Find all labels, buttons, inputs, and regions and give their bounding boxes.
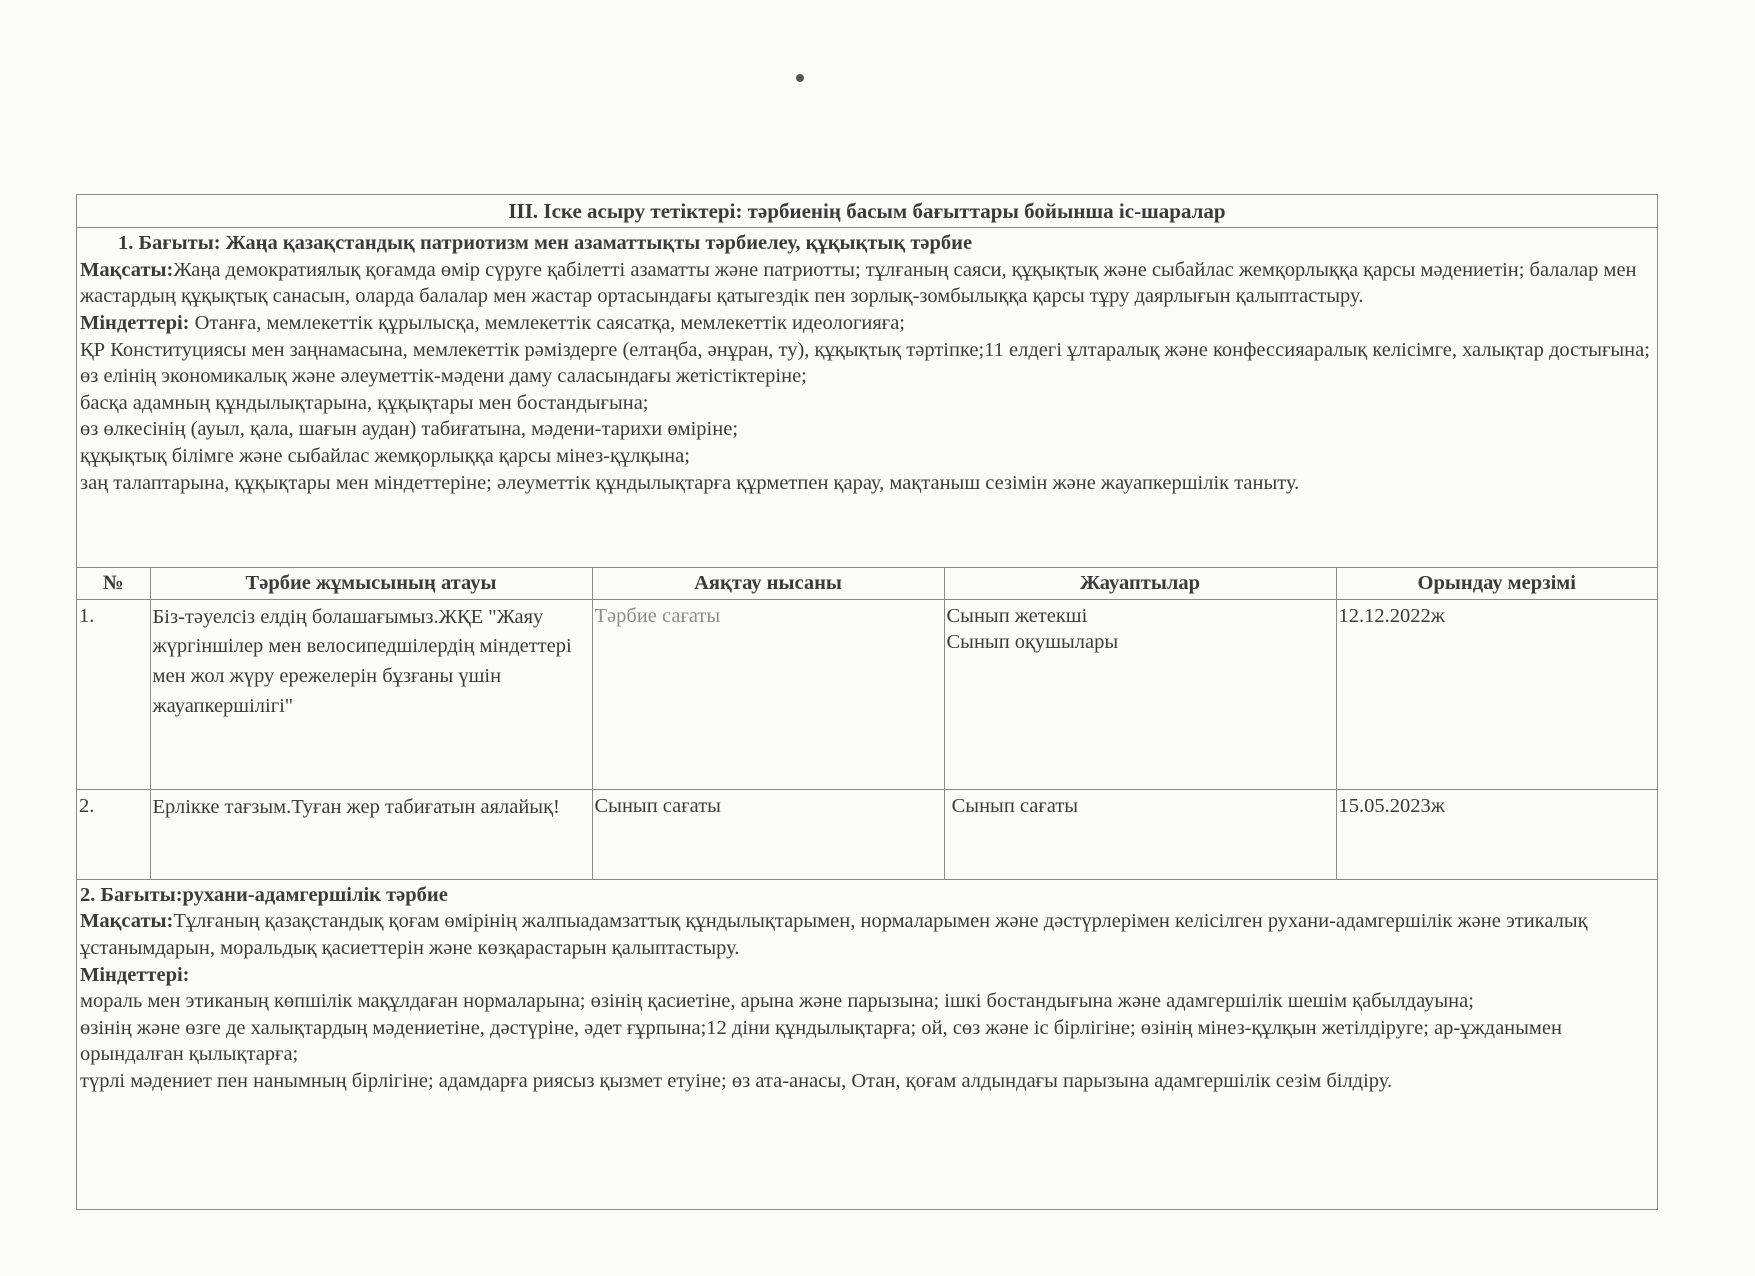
task-item: басқа адамның құндылықтарына, құқықтары мен бостандығына; (80, 391, 649, 414)
section-2-direction: 2. Бағыты:рухани-адамгершілік тәрбие (80, 883, 448, 906)
header-num: № (77, 568, 150, 599)
cell-responsible: Сынып жетекші Сынып оқушылары (944, 599, 1336, 789)
cell-name: Ерлікке тағзым.Туған жер табиғатын аялайық! (150, 789, 592, 879)
task-item: өзінің және өзге де халықтардың мәдениетіне, дәстүріне, әдет ғұрпына;12 діни құндылықтарға; ой, сөз және іс бірлігіне; өзінің мінез-құлқын жетілдіруге; ар-ұжданымен орындалған қылықтарға; (80, 1016, 1562, 1066)
section-1-tasks (80, 310, 1655, 337)
tasks-label: Міндеттері: (80, 963, 190, 986)
header-date: Орындау мерзімі (1336, 568, 1657, 599)
header-name: Тәрбие жұмысының атауы (150, 568, 592, 599)
table-row (77, 789, 1657, 879)
events-table (77, 568, 1657, 880)
table-header-row (77, 568, 1657, 599)
task-item: өз өлкесінің (ауыл, қала, шағын аудан) табиғатына, мәдени-тарихи өміріне; (80, 418, 739, 441)
cell-num: 2. (77, 789, 150, 879)
cell-date: 15.05.2023ж (1336, 789, 1657, 879)
scan-dot (796, 74, 804, 82)
cell-date: 12.12.2022ж (1336, 599, 1657, 789)
cell-form: Тәрбие сағаты (592, 599, 944, 789)
section-1 (77, 228, 1657, 568)
task-item: түрлі мәдениет пен нанымның бірлігіне; адамдарға риясыз қызмет етуіне; өз ата-анасы, Отан, қоғам алдындағы парызына адамгершілік сезім білдіру. (80, 1070, 1393, 1093)
task-item: Отанға, мемлекеттік құрылысқа, мемлекеттік саясатқа, мемлекеттік идеологияға; (189, 311, 905, 334)
task-item: заң талаптарына, құқықтары мен міндеттеріне; әлеуметтік құндылықтарға құрметпен қарау, мақтаныш сезімін және жауапкершілік таныту. (80, 471, 1300, 494)
section-2 (77, 880, 1657, 1095)
plan-frame (76, 194, 1658, 1210)
table-row (77, 599, 1657, 789)
cell-responsible: Сынып сағаты (944, 789, 1336, 879)
header-responsible: Жауаптылар (944, 568, 1336, 599)
section-2-tasks-label (80, 962, 1655, 989)
tasks-label: Міндеттері: (80, 311, 190, 334)
page-title: ІІІ. Іске асыру тетіктері: тәрбиенің басым бағыттары бойынша іс-шаралар (77, 195, 1657, 228)
section-2-goal (80, 908, 1655, 961)
goal-label: Мақсаты: (80, 258, 174, 281)
cell-name: Біз-тәуелсіз елдің болашағымыз.ЖҚЕ "Жаяу жүргіншілер мен велосипедшілердің міндеттері мен жол жүру ережелерін бұзғаны үшін жауапкершілігі" (150, 599, 592, 789)
goal-text: Жаңа демократиялық қоғамда өмір сүруге қабілетті азаматты және патриотты; тұлғаның саяси, құқықтық және сыбайлас жемқорлыққа қарсы мәдениетін; балалар мен жастардың құқықтық санасын, оларда балалар мен жастар ортасындағы қатыгездік пен зорлық-зомбылыққа қарсы тұру даярлығын қалыптастыру. (80, 258, 1637, 308)
section-1-goal (80, 257, 1655, 310)
task-item: құқықтық білімге және сыбайлас жемқорлыққа қарсы мінез-құлқына; (80, 445, 690, 468)
section-1-direction: 1. Бағыты: Жаңа қазақстандық патриотизм мен азаматтықты тәрбиелеу, құқықтық тәрбие (118, 232, 973, 254)
cell-form: Сынып сағаты (592, 789, 944, 879)
goal-label: Мақсаты: (80, 910, 174, 933)
cell-num: 1. (77, 599, 150, 789)
goal-text: Тұлғаның қазақстандық қоғам өмірінің жалпыадамзаттық құндылықтарымен, нормаларымен және дәстүрлерімен келісілген рухани-адамгершілік және этикалық ұстанымдарын, моральдық қасиеттерін және көзқарастарын қалыптастыру. (80, 910, 1588, 959)
task-item: ҚР Конституциясы мен заңнамасына, мемлекеттік рәміздерге (елтаңба, әнұран, ту), құқықтық тәртіпке;11 елдегі ұлтаралық және конфессияаралық келісімге, халықтар достығына; өз елінің экономикалық және әлеуметтік-мәдени даму саласындағы жетістіктеріне; (80, 338, 1650, 388)
task-item: мораль мен этиканың көпшілік мақұлдаған нормаларына; өзінің қасиетіне, арына және парызына; ішкі бостандығына және адамгершілік шешім қабылдауына; (80, 990, 1474, 1013)
header-form: Аяқтау нысаны (592, 568, 944, 599)
